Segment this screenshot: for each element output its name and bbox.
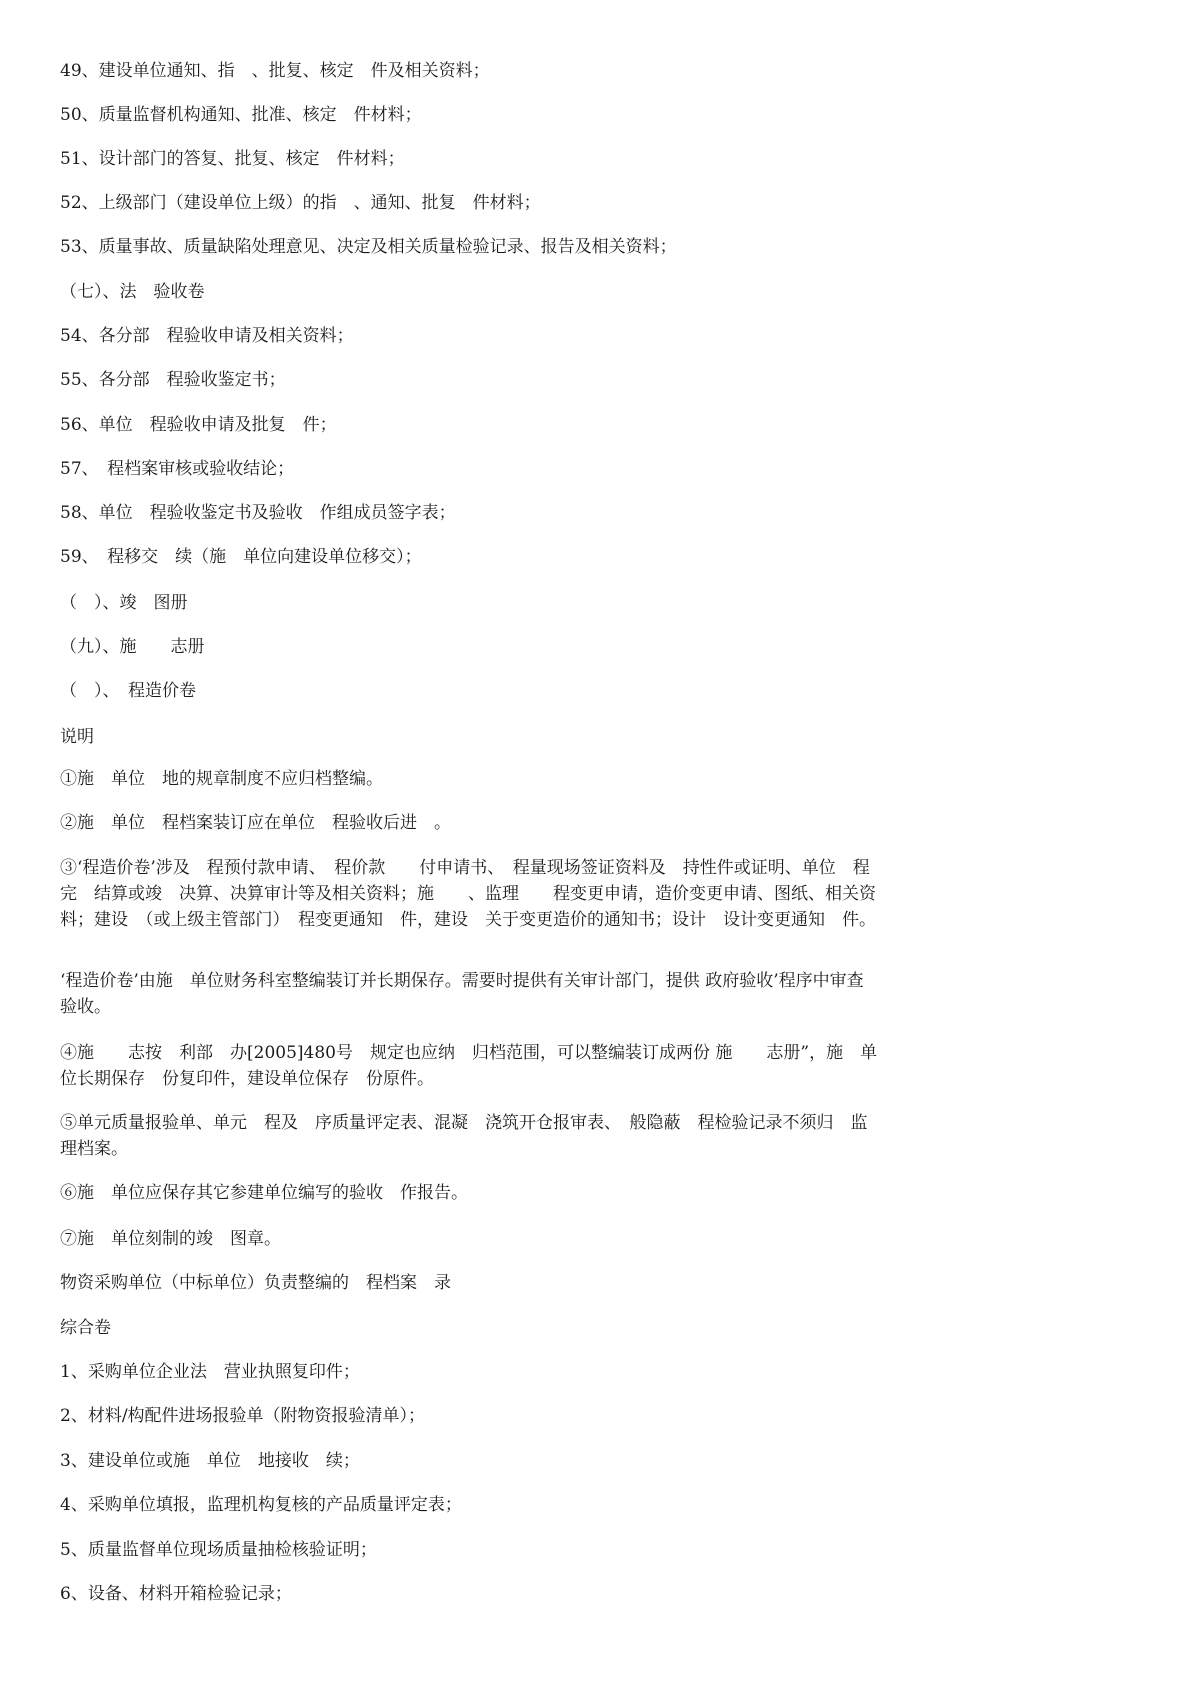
general-item-1: 1、采购单位企业法 营业执照复印件； — [60, 1362, 360, 1382]
note-4: ④施 志按 利部 办[2005]480号 规定也应纳 归档范围，可以整编装订成两份 施 志册”，施 单位长期保存 份复印件，建设单位保存 份原件。 — [60, 1043, 878, 1089]
note-6: ⑥施 单位应保存其它参建单位编写的验收 作报告。 — [60, 1183, 468, 1203]
list-item-54: 54、各分部 程验收申请及相关资料； — [60, 326, 354, 346]
list-item-53: 53、质量事故、质量缺陷处理意见、决定及相关质量检验记录、报告及相关资料； — [60, 237, 677, 257]
note-2: ②施 单位 程档案装订应在单位 程验收后进 。 — [60, 813, 451, 833]
list-item-56: 56、单位 程验收申请及批复 件； — [60, 415, 337, 435]
notes-title: 说明 — [60, 727, 94, 747]
list-item-57: 57、 程档案审核或验收结论； — [60, 459, 295, 479]
list-item-51: 51、设计部门的答复、批复、核定 件材料； — [60, 149, 405, 169]
general-item-6: 6、设备、材料开箱检验记录； — [60, 1584, 292, 1604]
list-item-58: 58、单位 程验收鉴定书及验收 作组成员签字表； — [60, 503, 456, 523]
general-item-4: 4、采购单位填报，监理机构复核的产品质量评定表； — [60, 1495, 462, 1515]
general-item-3: 3、建设单位或施 单位 地接收 续； — [60, 1451, 360, 1471]
list-item-55: 55、各分部 程验收鉴定书； — [60, 370, 286, 390]
general-title: 综合卷 — [60, 1318, 111, 1338]
list-item-49: 49、建设单位通知、指 、批复、核定 件及相关资料； — [60, 61, 490, 81]
note-3: ③‘程造价卷’涉及 程预付款申请、 程价款 付申请书、 程量现场签证资料及 持性件或证明、单位 程完 结算或竣 决算、决算审计等及相关资料；施 、监理 程变更申请，造价变更申请、图纸、相关资料；建设 （或上级主管部门） 程变更通知 件，建设 关于变更造价的通知书；设计 设计变更通知 件。 — [60, 858, 876, 930]
general-item-5: 5、质量监督单位现场质量抽检核验证明； — [60, 1540, 377, 1560]
general-item-2: 2、材料/构配件进场报验单（附物资报验清单）； — [60, 1406, 426, 1426]
list-item-59: 59、 程移交 续（施 单位向建设单位移交）； — [60, 547, 422, 567]
note-3-continued: ‘程造价卷’由施 单位财务科室整编装订并长期保存。需要时提供有关审计部门，提供 政府验收’程序中审查验收。 — [60, 971, 864, 1017]
list-item-50: 50、质量监督机构通知、批准、核定 件材料； — [60, 105, 422, 125]
note-7: ⑦施 单位刻制的竣 图章。 — [60, 1229, 281, 1249]
section-heading-seven: （七）、法 验收卷 — [60, 282, 205, 302]
note-5: ⑤单元质量报验单、单元 程及 序质量评定表、混凝 浇筑开仓报审表、 般隐蔽 程检验记录不须归 监理档案。 — [60, 1113, 868, 1159]
section-heading-nine: （九）、施 志册 — [60, 637, 205, 657]
section-heading-eight: （ ）、竣 图册 — [60, 593, 188, 613]
section-heading-ten: （ ）、 程造价卷 — [60, 681, 196, 701]
list-item-52: 52、上级部门（建设单位上级）的指 、通知、批复 件材料； — [60, 193, 541, 213]
note-1: ①施 单位 地的规章制度不应归档整编。 — [60, 769, 383, 789]
procurement-title: 物资采购单位（中标单位）负责整编的 程档案 录 — [60, 1273, 451, 1293]
